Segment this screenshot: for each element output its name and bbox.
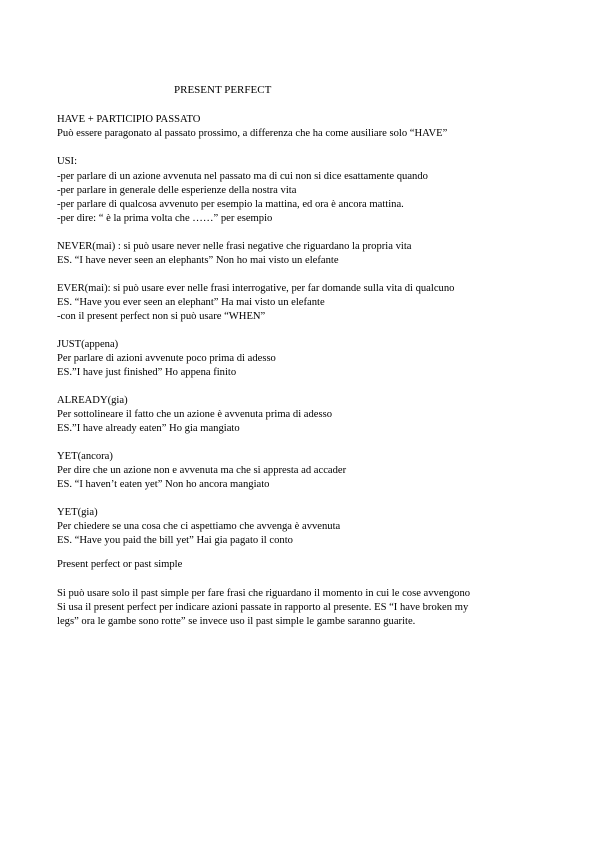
example-line: ES. “Have you paid the bill yet” Hai gia pagato il conto <box>57 535 293 546</box>
heading-present-perfect-or-past-simple: Present perfect or past simple <box>57 559 183 570</box>
body-line: Per parlare di azioni avvenute poco prima di adesso <box>57 353 276 364</box>
example-line: ES. “I haven’t eaten yet” Non ho ancora mangiato <box>57 479 270 490</box>
example-line: ES. “I have never seen an elephants” Non ho mai visto un elefante <box>57 255 339 266</box>
body-line: -per parlare di un azione avvenuta nel passato ma di cui non si dice esattamente quando <box>57 171 428 182</box>
body-line: -con il present perfect non si può usare “WHEN” <box>57 311 266 322</box>
heading-never: NEVER(mai) : si può usare never nelle frasi negative che riguardano la propria vita <box>57 241 412 252</box>
heading-already: ALREADY(gia) <box>57 395 128 406</box>
heading-just: JUST(appena) <box>57 339 119 350</box>
body-line: Per chiedere se una cosa che ci aspettiamo che avvenga è avvenuta <box>57 521 341 532</box>
heading-usi: USI: <box>57 156 78 167</box>
example-line: ES.”I have already eaten” Ho gia mangiato <box>57 423 240 434</box>
body-line: -per dire: “ è la prima volta che ……” per esempio <box>57 213 273 224</box>
heading-yet-ancora: YET(ancora) <box>57 451 113 462</box>
example-line: ES. “Have you ever seen an elephant” Ha mai visto un elefante <box>57 297 325 308</box>
example-line: ES.”I have just finished” Ho appena finito <box>57 367 237 378</box>
body-line: Si può usare solo il past simple per fare frasi che riguardano il momento in cui le cose avvengono <box>57 588 471 599</box>
body-line: Può essere paragonato al passato prossimo, a differenza che ha come ausiliare solo “HAVE” <box>57 128 448 139</box>
body-line: -per parlare di qualcosa avvenuto per esempio la mattina, ed ora è ancora mattina. <box>57 199 404 210</box>
body-line: Per dire che un azione non e avvenuta ma che si appresta ad accader <box>57 465 347 476</box>
document-title: PRESENT PERFECT <box>174 84 272 96</box>
heading-have-participio: HAVE + PARTICIPIO PASSATO <box>57 114 201 125</box>
heading-ever: EVER(mai): si può usare ever nelle frasi interrogative, per far domande sulla vita di qualcuno <box>57 283 455 294</box>
heading-yet-gia: YET(gia) <box>57 507 98 518</box>
body-line: Per sottolineare il fatto che un azione è avvenuta prima di adesso <box>57 409 333 420</box>
body-line: legs” ora le gambe sono rotte” se invece uso il past simple le gambe saranno guarite. <box>57 616 416 627</box>
body-line: -per parlare in generale delle esperienze della nostra vita <box>57 185 297 196</box>
body-line: Si usa il present perfect per indicare azioni passate in rapporto al presente. ES “I have broken my <box>57 602 469 613</box>
